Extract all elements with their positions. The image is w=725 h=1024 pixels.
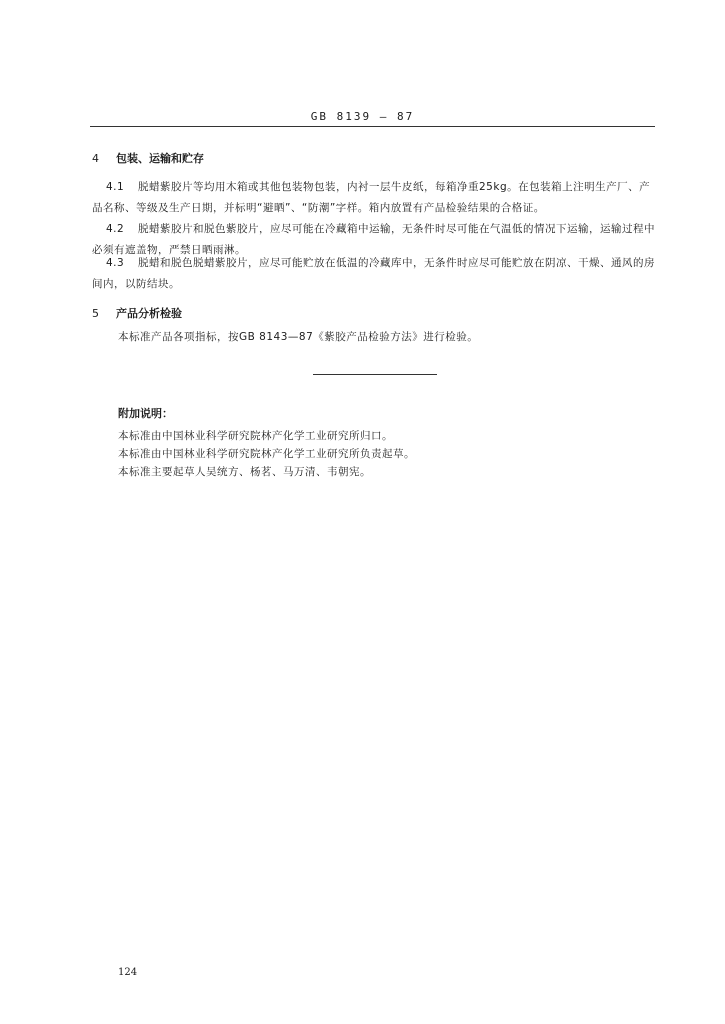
note-line-2: 本标准由中国林业科学研究院林产化学工业研究所负责起草。 [118,448,415,460]
note-line-1: 本标准由中国林业科学研究院林产化学工业研究所归口。 [118,430,393,442]
clause-4-1 [92,177,657,219]
header-rule [90,126,655,127]
section-4-heading [92,150,204,166]
clause-4-3 [92,253,657,295]
section-5-heading [92,305,182,321]
section-5-text: 本标准产品各项指标，按GB 8143—87《紫胶产品检验方法》进行检验。 [118,331,479,343]
clause-4-3-text: 脱蜡和脱色脱蜡紫胶片，应尽可能贮放在低温的冷藏库中，无条件时应尽可能贮放在阴凉、干燥、通风的房间内，以防结块。 [92,257,655,290]
section-4-number: 4 [92,152,99,165]
section-5-number: 5 [92,307,99,320]
page-number: 124 [118,967,138,978]
notes-title: 附加说明： [118,407,173,420]
section-4-title: 包装、运输和贮存 [116,152,204,165]
end-rule [313,374,437,375]
section-5-title: 产品分析检验 [116,307,182,320]
note-line-3: 本标准主要起草人吴统方、杨茗、马万清、韦朝宪。 [118,466,371,478]
clause-4-1-number: 4.1 [106,181,125,193]
clause-4-2-number: 4.2 [106,223,125,235]
clause-4-1-text: 脱蜡紫胶片等均用木箱或其他包装物包装，内衬一层牛皮纸，每箱净重25kg。在包装箱上注明生产厂、产品名称、等级及生产日期，并标明“避晒”、“防潮”字样。箱内放置有产品检验结果的合格证。 [92,181,651,214]
standard-code: GB 8139 — 87 [310,110,415,123]
clause-4-3-number: 4.3 [106,257,125,269]
clause-4-2-text: 脱蜡紫胶片和脱色紫胶片，应尽可能在冷藏箱中运输，无条件时尽可能在气温低的情况下运输，运输过程中必须有遮盖物，严禁日晒雨淋。 [92,223,655,256]
